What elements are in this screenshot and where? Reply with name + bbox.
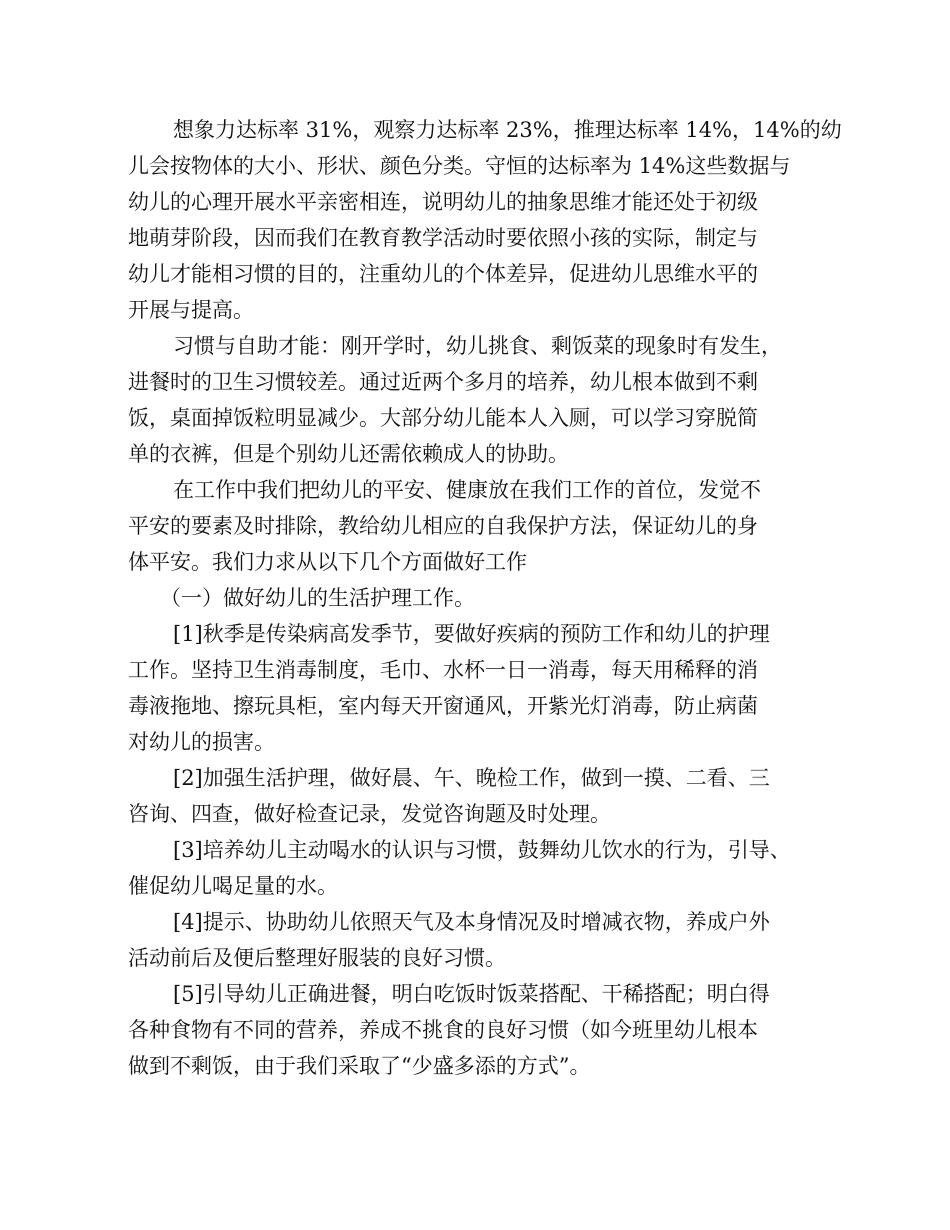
text-line: 对幼儿的损害。 [128,730,275,754]
text-line: 开展与提高。 [128,298,254,322]
paragraph [128,904,828,976]
text-line: 平安的要素及时排除，教给幼儿相应的自我保护方法，保证幼儿的身 [128,514,758,538]
text-line: [3]培养幼儿主动喝水的认识与习惯，鼓舞幼儿饮水的行为，引导、 [173,838,791,862]
paragraph [128,832,828,904]
text-line: 体平安。我们力求从以下几个方面做好工作 [128,550,527,574]
text-line: 单的衣裤，但是个别幼儿还需依赖成人的协助。 [128,442,569,466]
text-line: 活动前后及便后整理好服装的良好习惯。 [128,946,506,970]
text-line: 儿会按物体的大小、形状、颜色分类。守恒的达标率为 14%这些数据与 [128,154,791,178]
text-line: 工作。坚持卫生消毒制度，毛巾、水杯一日一消毒，每天用稀释的消 [128,658,758,682]
text-line: [5]引导幼儿正确进餐，明白吃饭时饭菜搭配、干稀搭配；明白得 [173,982,770,1006]
paragraph [128,112,842,328]
text-line: [4]提示、协助幼儿依照天气及本身情况及时增减衣物，养成户外 [173,910,770,934]
text-line: 习惯与自助才能：刚开学时，幼儿挑食、剩饭菜的现象时有发生， [173,334,782,358]
text-line: [1]秋季是传染病高发季节，要做好疾病的预防工作和幼儿的护理 [173,622,770,646]
paragraph [128,472,828,580]
document-page [128,112,842,1084]
paragraph [128,976,828,1084]
text-line: 地萌芽阶段，因而我们在教育教学活动时要依照小孩的实际，制定与 [128,226,758,250]
text-line: [2]加强生活护理，做好晨、午、晚检工作，做到一摸、二看、三 [173,766,770,790]
paragraph [128,580,828,616]
text-line: 各种食物有不同的营养，养成不挑食的良好习惯（如今班里幼儿根本 [128,1018,758,1042]
text-line: 进餐时的卫生习惯较差。通过近两个多月的培养，幼儿根本做到不剩 [128,370,758,394]
text-line: 幼儿的心理开展水平亲密相连，说明幼儿的抽象思维才能还处于初级 [128,190,758,214]
text-line: 饭，桌面掉饭粒明显减少。大部分幼儿能本人入厕，可以学习穿脱简 [128,406,758,430]
text-line: 催促幼儿喝足量的水。 [128,874,338,898]
text-line: 想象力达标率 31%，观察力达标率 23%，推理达标率 14%，14%的幼 [173,118,842,142]
text-line: 咨询、四查，做好检查记录，发觉咨询题及时处理。 [128,802,611,826]
paragraph [128,616,828,760]
paragraph [128,328,828,472]
text-line: 幼儿才能相习惯的目的，注重幼儿的个体差异，促进幼儿思维水平的 [128,262,758,286]
text-line: 在工作中我们把幼儿的平安、健康放在我们工作的首位，发觉不 [173,478,761,502]
paragraph [128,760,828,832]
text-line: 做到不剩饭，由于我们采取了“少盛多添的方式”。 [128,1054,591,1078]
text-line: 毒液拖地、擦玩具柜，室内每天开窗通风，开紫光灯消毒，防止病菌 [128,694,758,718]
text-line: （一）做好幼儿的生活护理工作。 [160,586,475,610]
